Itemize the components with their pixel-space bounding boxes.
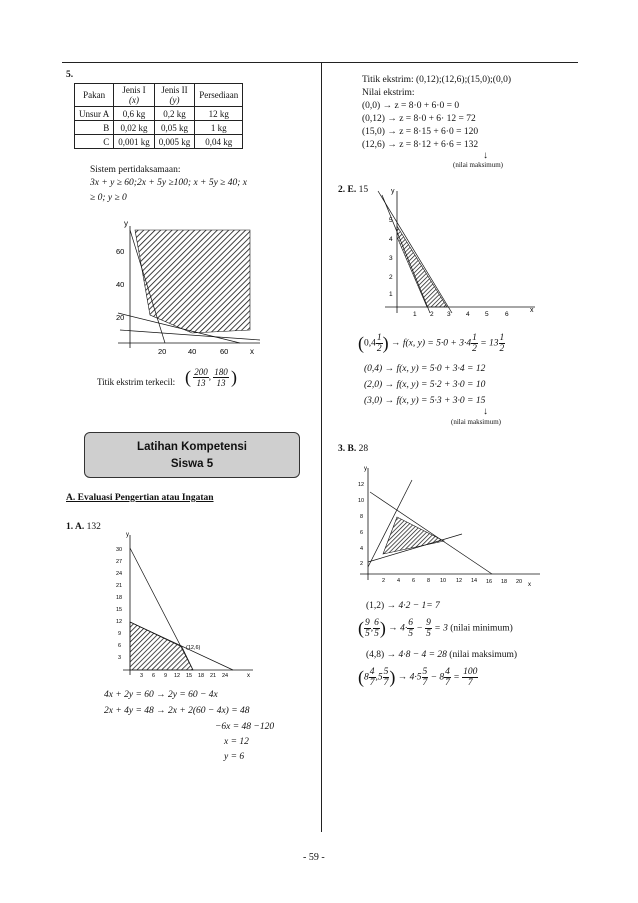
table-row: [75, 107, 243, 121]
tick-label: 14: [471, 578, 478, 584]
evaluation-line: (12,6) → z = 8·12 + 6·6 = 132: [362, 140, 479, 150]
tick-label: 18: [501, 579, 508, 585]
tick-label: 30: [116, 547, 123, 553]
tick-label: 4: [466, 311, 470, 318]
latihan-kompetensi-box: [84, 432, 300, 478]
tick-label: 6: [118, 643, 122, 649]
evaluation-line: (0,0) → z = 8·0 + 6·0 = 0: [362, 101, 460, 111]
tick-label: 9: [164, 673, 168, 679]
evaluation-line: (0,12) → z = 8·0 + 6· 12 = 72: [362, 114, 476, 124]
tick-label: 21: [116, 583, 123, 589]
evaluation-line: (15,0) → z = 8·15 + 6·0 = 120: [362, 127, 479, 137]
tick-label: 9: [118, 631, 122, 637]
question-2-answer: 2. E. 15: [338, 185, 369, 195]
feasible-region: [397, 226, 447, 307]
q2-eval-line: (0,4) → f(x, y) = 5·0 + 3·4 = 12: [364, 364, 486, 374]
tick-label: 6: [505, 311, 509, 318]
table-cell: C: [75, 135, 114, 149]
tick-label: 20: [116, 313, 125, 322]
ekstrim-value: ( $\frac{200}{13}$ , $\frac{180}{13}$ ): [185, 367, 237, 388]
x-axis-label: x: [247, 673, 250, 679]
box-subtitle: Siswa 5: [170, 458, 214, 470]
tick-label: 18: [198, 673, 205, 679]
y-axis-label: y: [391, 188, 395, 195]
tick-label: 10: [358, 498, 365, 504]
system-title: Sistem pertidaksamaan:: [90, 165, 181, 175]
y-axis-label: y: [126, 532, 129, 538]
graph-4: [352, 462, 552, 592]
y-tick-labels: [389, 217, 393, 298]
feasible-region: [130, 622, 193, 670]
table-header-cell: Pakan: [75, 84, 114, 107]
table-header-cell: Jenis II (y): [154, 84, 195, 107]
nilai-maksimum-note: (nilai maksimum): [453, 161, 503, 169]
tick-label: 40: [188, 347, 197, 356]
x-tick-labels: [140, 673, 228, 679]
table-row: [75, 121, 243, 135]
graph-3: [370, 185, 540, 325]
table-header-row: [75, 84, 243, 107]
column-divider: [321, 62, 322, 832]
tick-label: 12: [174, 673, 181, 679]
q3-eval-line: (1,2) → 4·2 − 1= 7: [366, 601, 440, 611]
y-tick-labels: [116, 547, 122, 661]
tick-label: 3: [447, 311, 451, 318]
tick-label: 27: [116, 559, 123, 565]
tick-label: 20: [158, 347, 167, 356]
feed-table: [74, 83, 243, 149]
q3-eval-line: (4,8) → 4·8 − 4 = 28 (nilai maksimum): [366, 650, 518, 660]
question-3-answer: 3. B. 28: [338, 444, 369, 454]
tick-label: 3: [140, 673, 144, 679]
tick-label: 15: [116, 607, 123, 613]
q3-eval-line: ( $\frac{9}{5}$ , $\frac{6}{5}$ ) → 4· $\frac{6}{5}$ − $\frac{9}{5}$ = 3 (nilai minimum): [358, 618, 513, 639]
tick-label: 20: [516, 579, 523, 585]
equation-line: −6x = 48 −120: [215, 722, 275, 732]
constraint-line: [370, 492, 492, 574]
tick-label: 12: [116, 619, 123, 625]
feasible-region: [135, 230, 250, 333]
table-cell: Unsur A: [75, 107, 114, 121]
tick-label: 21: [210, 673, 217, 679]
table-row: [75, 135, 243, 149]
x-tick-labels: [413, 311, 509, 318]
table-header-cell: Persediaan: [195, 84, 243, 107]
y-tick-labels: [358, 482, 364, 567]
q2-eval-line: (3,0) → f(x, y) = 5·3 + 3·0 = 15: [364, 396, 486, 406]
tick-label: 40: [116, 280, 125, 289]
table-cell: 12 kg: [195, 107, 243, 121]
top-rule: [62, 62, 578, 63]
ekstrim-points: Titik ekstrim: (0,12);(12,6);(15,0);(0,0): [362, 75, 511, 85]
tick-label: 4: [360, 546, 364, 552]
tick-label: 16: [486, 579, 493, 585]
equation-line: x = 12: [224, 737, 249, 747]
tick-label: 18: [116, 595, 123, 601]
tick-label: 12: [358, 482, 365, 488]
table-cell: 0,05 kg: [154, 121, 195, 135]
table-cell: 0,001 kg: [114, 135, 155, 149]
table-cell: 0,04 kg: [195, 135, 243, 149]
equation-line: 4x + 2y = 60 → 2y = 60 − 4x: [104, 690, 218, 700]
section-a-title: A. Evaluasi Pengertian atau Ingatan: [66, 493, 214, 503]
tick-label: 1: [413, 311, 417, 318]
ekstrim-label: Titik ekstrim terkecil:: [97, 377, 176, 387]
point-label: (12,6): [186, 645, 201, 651]
y-axis-label: y: [124, 219, 128, 228]
tick-label: 2: [430, 311, 434, 318]
table-cell: 1 kg: [195, 121, 243, 135]
tick-label: 3: [389, 255, 393, 262]
tick-label: 8: [427, 578, 431, 584]
question-1-answer: 1. A. 132: [66, 522, 101, 532]
tick-label: 6: [412, 578, 416, 584]
tick-label: 15: [186, 673, 193, 679]
tick-label: 4: [389, 236, 393, 243]
nilai-maksimum-note: (nilai maksimum): [451, 418, 501, 426]
y-axis-label: y: [364, 466, 367, 472]
x-axis-label: x: [528, 582, 531, 588]
tick-label: 60: [220, 347, 229, 356]
x-axis-label: x: [250, 347, 254, 356]
table-cell: 0,005 kg: [154, 135, 195, 149]
tick-label: 24: [222, 673, 229, 679]
system-line-2: ≥ 0; y ≥ 0: [90, 193, 127, 203]
box-title: Latihan Kompetensi: [137, 441, 247, 453]
x-axis-label: x: [530, 307, 534, 314]
equation-line: 2x + 4y = 48 → 2x + 2(60 − 4x) = 48: [104, 706, 250, 716]
tick-label: 6: [360, 530, 364, 536]
tick-label: 6: [152, 673, 156, 679]
graph-2: [108, 530, 258, 680]
table-cell: B: [75, 121, 114, 135]
tick-label: 5: [389, 217, 393, 224]
tick-label: 2: [382, 578, 386, 584]
tick-label: 4: [397, 578, 401, 584]
tick-label: 24: [116, 571, 123, 577]
tick-label: 12: [456, 578, 463, 584]
nilai-ekstrim-title: Nilai ekstrim:: [362, 88, 415, 98]
equation-line: y = 6: [224, 752, 245, 762]
graph-1: [110, 218, 270, 358]
q3-eval-line: (8 $\frac{4}{7}$ ,5 $\frac{5}{7}$ ) → 4·5 $\frac{5}{7}$ − 8 $\frac{4}{7}$ = $\frac{100}{7}$: [358, 667, 478, 688]
table-cell: 0,02 kg: [114, 121, 155, 135]
page-number: - 59 -: [303, 852, 325, 863]
tick-label: 2: [389, 274, 393, 281]
tick-label: 60: [116, 247, 125, 256]
down-arrow: ↓: [483, 406, 488, 417]
table-cell: 0,2 kg: [154, 107, 195, 121]
tick-label: 2: [360, 561, 364, 567]
tick-label: 10: [440, 578, 447, 584]
table-header-cell: Jenis I (x): [114, 84, 155, 107]
x-tick-labels: [382, 578, 522, 585]
down-arrow: ↓: [483, 150, 488, 161]
tick-label: 3: [118, 655, 122, 661]
table-cell: 0,6 kg: [114, 107, 155, 121]
question-5-label: 5.: [66, 70, 74, 80]
tick-label: 5: [485, 311, 489, 318]
q2-eval-line: (2,0) → f(x, y) = 5·2 + 3·0 = 10: [364, 380, 486, 390]
tick-label: 8: [360, 514, 364, 520]
tick-label: 1: [389, 291, 393, 298]
system-line-1: 3x + y ≥ 60;2x + 5y ≥100; x + 5y ≥ 40; x: [90, 178, 248, 188]
q2-eval-line: (0,4 $\frac{1}{2}$ ) → f(x, y) = 5·0 + 3·4 $\frac{1}{2}$ = 13 $\frac{1}{2}$: [358, 333, 505, 354]
